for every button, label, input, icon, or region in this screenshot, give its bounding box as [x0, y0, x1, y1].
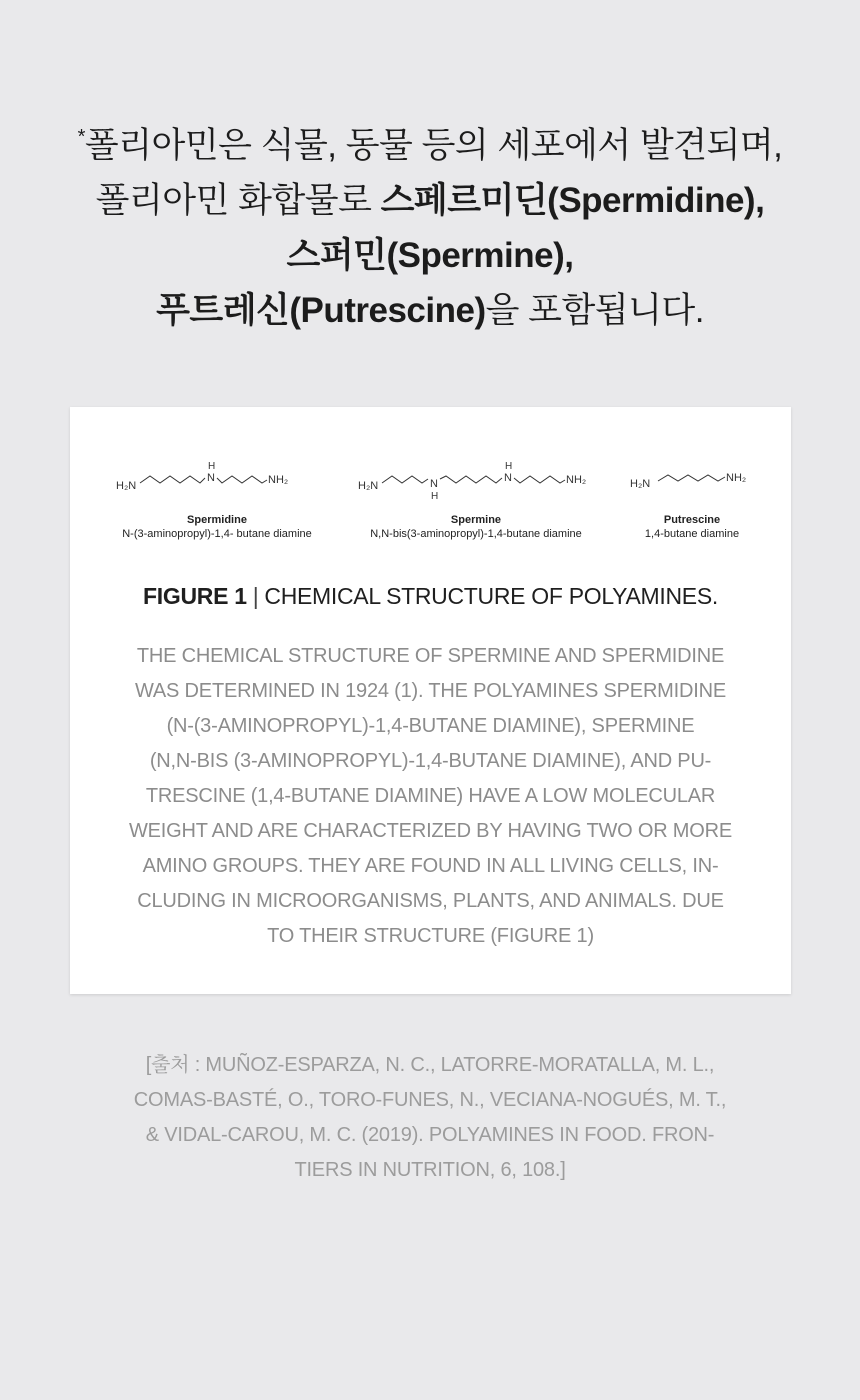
caption-line: TRESCINE (1,4-BUTANE DIAMINE) HAVE A LOW MOLECULAR — [145, 785, 716, 807]
spermine-hydrogen-1-label: H — [431, 491, 439, 502]
caption-line: TO THEIR STRUCTURE (FIGURE 1) — [267, 925, 594, 947]
figure-number: FIGURE 1 — [143, 583, 247, 609]
citation-line: [출처 : MUÑOZ-ESPARZA, N. C., LATORRE-MORATALLA, M. L., — [145, 1054, 715, 1076]
spermine-nitrogen-2-label: N — [504, 472, 512, 484]
caption-line: AMINO GROUPS. THEY ARE FOUND IN ALL LIVING CELLS, IN- — [142, 855, 719, 877]
caption-line: THE CHEMICAL STRUCTURE OF SPERMINE AND SPERMIDINE — [136, 645, 725, 667]
spermidine-hydrogen-label: H — [208, 461, 216, 472]
spermine-amine-right-label: NH₂ — [566, 474, 587, 486]
molecule-name: Spermidine — [187, 514, 247, 526]
spermine-korean-label: 스퍼민(Spermine), — [286, 236, 574, 275]
citation-line: COMAS-BASTÉ, O., TORO-FUNES, N., VECIANA-NOGUÉS, M. T., — [133, 1089, 727, 1111]
putrescine-korean-label: 푸트레신(Putrescine) — [156, 291, 486, 330]
citation-line: & VIDAL-CAROU, M. C. (2019). POLYAMINES IN FOOD. FRON- — [145, 1124, 715, 1146]
source-citation — [0, 1048, 860, 1188]
molecule-name: Putrescine — [663, 514, 721, 526]
headline — [0, 118, 860, 338]
spermine-nitrogen-1-label: N — [430, 478, 438, 490]
figure-caption — [120, 639, 741, 954]
molecule-putrescine — [622, 447, 762, 542]
molecule-name: Spermine — [450, 514, 502, 526]
spermidine-nitrogen-label: N — [207, 472, 215, 484]
headline-line-2: 폴리아민 화합물로 스페르미딘(Spermidine), — [95, 181, 765, 220]
figure-title-text: CHEMICAL STRUCTURE OF POLYAMINES. — [264, 583, 718, 609]
spermidine-amine-left-label: H₂N — [116, 480, 137, 492]
caption-line: WAS DETERMINED IN 1924 (1). THE POLYAMINES SPERMIDINE — [134, 680, 726, 702]
spermine-structure-diagram — [348, 447, 604, 507]
figure-title — [70, 583, 791, 610]
footnote-mark: * — [77, 126, 85, 148]
spermine-hydrogen-2-label: H — [505, 461, 513, 472]
figure-card — [70, 407, 791, 994]
headline-line-4: 푸트레신(Putrescine)을 포함됩니다. — [156, 291, 704, 330]
caption-line: (N,N-BIS (3-AMINOPROPYL)-1,4-BUTANE DIAMINE), AND PU- — [149, 750, 712, 772]
putrescine-structure-diagram — [622, 447, 762, 507]
molecule-spermine — [348, 447, 604, 542]
molecule-spermidine — [102, 447, 332, 542]
putrescine-amine-right-label: NH₂ — [726, 472, 747, 484]
putrescine-amine-left-label: H₂N — [630, 478, 651, 490]
chemical-structures — [70, 447, 791, 547]
spermidine-korean-label: 스페르미딘(Spermidine), — [380, 181, 765, 220]
spermine-amine-left-label: H₂N — [358, 480, 379, 492]
molecule-description: N,N-bis(3-aminopropyl)-1,4-butane diamine — [370, 528, 582, 540]
citation-line: TIERS IN NUTRITION, 6, 108.] — [294, 1159, 566, 1181]
spermidine-amine-right-label: NH₂ — [268, 474, 289, 486]
caption-line: (N-(3-AMINOPROPYL)-1,4-BUTANE DIAMINE), SPERMINE — [166, 715, 695, 737]
molecule-description: 1,4-butane diamine — [644, 528, 740, 540]
caption-line: CLUDING IN MICROORGANISMS, PLANTS, AND ANIMALS. DUE — [137, 890, 724, 912]
figure-title-separator: | — [252, 583, 259, 609]
headline-line-1: *폴리아민은 식물, 동물 등의 세포에서 발견되며, — [77, 126, 783, 165]
molecule-description: N-(3-aminopropyl)-1,4- butane diamine — [122, 528, 312, 540]
spermidine-structure-diagram — [102, 447, 332, 507]
caption-line: WEIGHT AND ARE CHARACTERIZED BY HAVING TWO OR MORE — [128, 820, 733, 842]
